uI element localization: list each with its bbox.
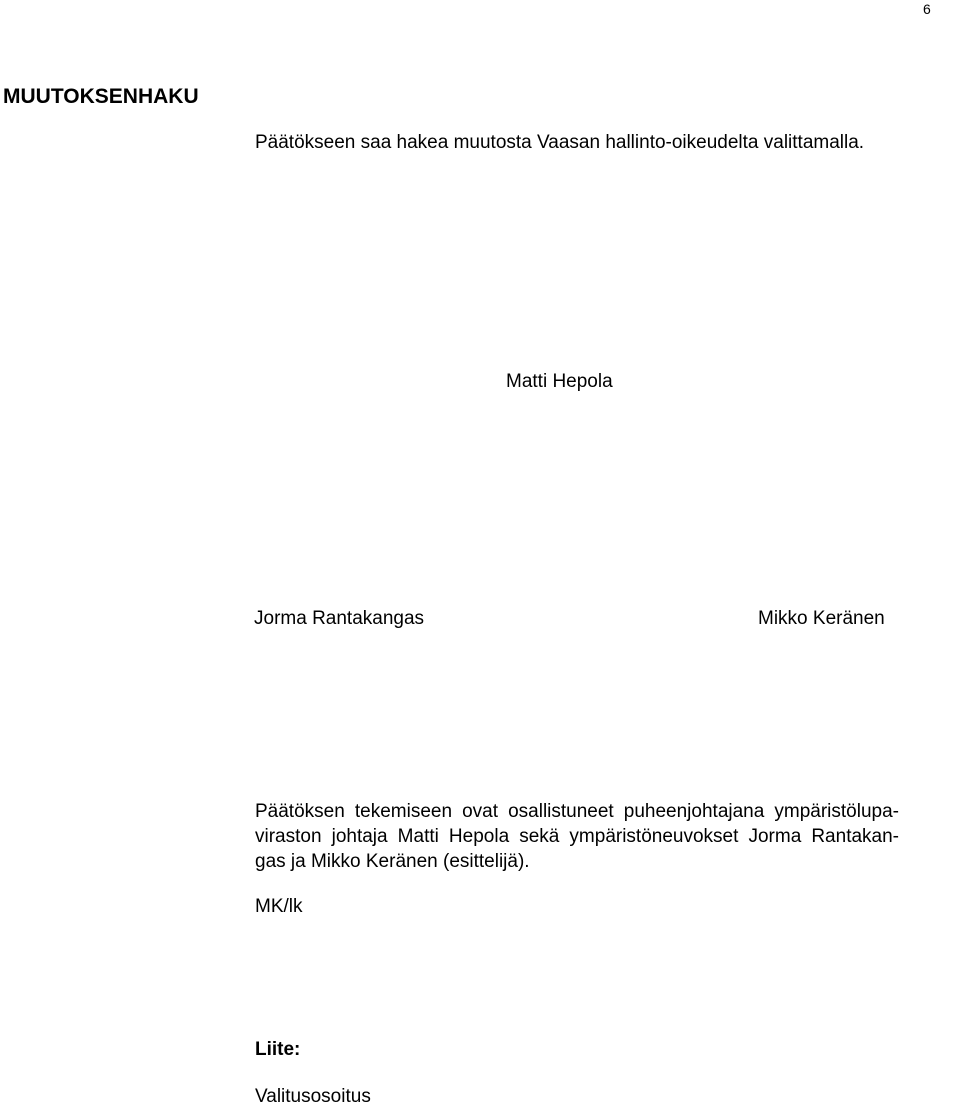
signature-chair: Matti Hepola	[506, 371, 613, 392]
attachments-label: Liite:	[255, 1039, 301, 1060]
section-heading: MUUTOKSENHAKU	[3, 85, 199, 108]
reference-initials: MK/lk	[255, 896, 303, 917]
appeal-instructions-text: Päätökseen saa hakea muutosta Vaasan hallinto-oikeudelta valittamalla.	[255, 132, 865, 153]
attachment-item: Valitusosoitus	[255, 1086, 371, 1107]
page-number: 6	[923, 1, 931, 17]
signature-right: Mikko Keränen	[758, 608, 885, 629]
signature-left: Jorma Rantakangas	[254, 608, 425, 629]
participants-line: viraston johtaja Matti Hepola sekä ympäristöneuvokset Jorma Rantakan-	[255, 826, 899, 847]
participants-line: Päätöksen tekemiseen ovat osallistuneet puheenjohtajana ympäristölupa-	[255, 801, 899, 822]
participants-line: gas ja Mikko Keränen (esittelijä).	[255, 851, 530, 872]
participants-paragraph	[255, 799, 899, 874]
